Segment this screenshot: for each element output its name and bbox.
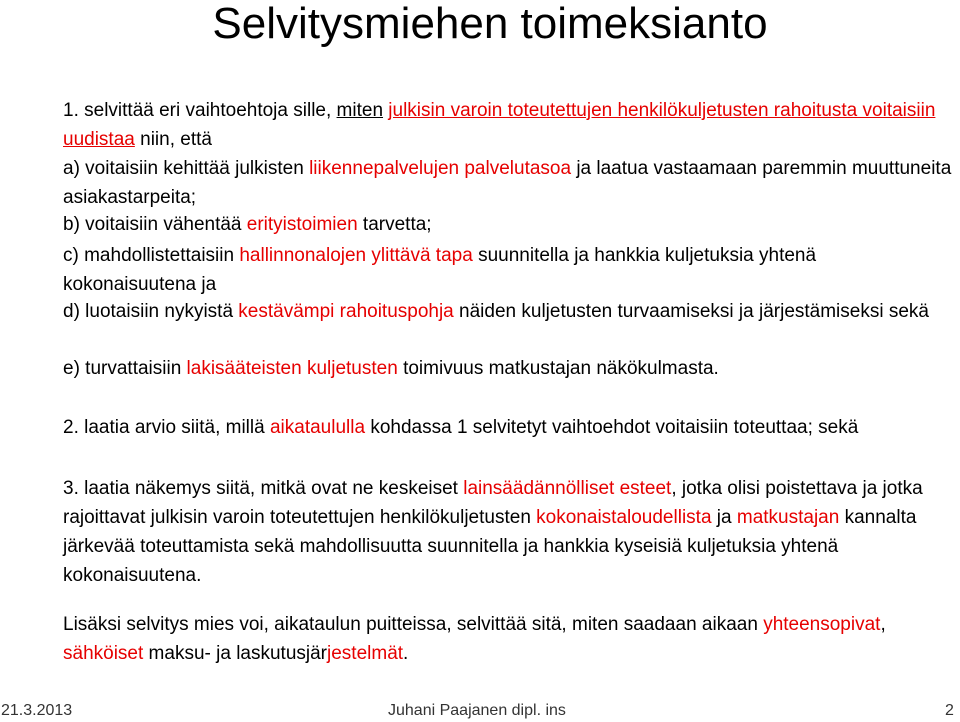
item-3-text-mid-1: , jotka olisi poistettava ja jotka rajoittavat julkisin varoin toteutettujen henkilökuljetusten [63,478,923,528]
item-b [63,210,953,239]
item-a-text: a) voitaisiin kehittää julkisten [63,158,310,179]
extra-text: Lisäksi selvitys mies voi, aikataulun puitteissa, selvittää sitä, miten saadaan aikaan [63,614,764,635]
extra-text-mid-1: , [880,614,886,635]
item-3-text-end: kannalta järkevää toteuttamista sekä mahdollisuutta suunnitella ja hankkia kyseisiä kuljetuksia yhtenä kokonaisuutena. [63,507,917,586]
item-c [63,241,953,299]
footer-date: 21.3.2013 [1,702,73,719]
item-c-text-end: suunnitella ja hankkia kuljetuksia yhtenä kokonaisuutena ja [63,245,817,295]
item-c-highlight: hallinnonalojen ylittävä tapa [239,245,473,266]
extra-highlight-3: jestelmät [327,643,404,664]
item-e [63,354,953,383]
item-2-text-end: kohdassa 1 selvitetyt vaihtoehdot voitaisiin toteuttaa; sekä [365,417,859,438]
item-3-highlight-1: lainsäädännölliset esteet [463,478,672,499]
extra-note [63,610,953,668]
extra-text-end: . [403,643,409,664]
item-a-text-end: ja laatua vastaamaan paremmin muuttuneita asiakastarpeita; [63,158,952,208]
item-2-text: 2. laatia arvio siitä, millä [63,417,270,438]
extra-text-mid-2: maksu- ja laskutusjär [143,643,328,664]
item-d-highlight: kestävämpi rahoituspohja [238,301,454,322]
footer-page-number: 2 [945,702,954,719]
item-a [63,154,953,212]
item-c-text: c) mahdollistettaisiin [63,245,240,266]
item-e-text-end: toimivuus matkustajan näkökulmasta. [397,358,719,379]
item-1-highlight: julkisin varoin toteutettujen henkilökuljetusten rahoitusta voitaisiin uudistaa [63,100,936,150]
item-2-highlight: aikataululla [269,417,366,438]
item-e-text: e) turvattaisiin [63,358,187,379]
item-1-text-end: niin, että [134,129,212,150]
item-3-highlight-2: kokonaistaloudellista [536,507,712,528]
item-3-highlight-3: matkustajan [736,507,840,528]
item-d-text-end: näiden kuljetusten turvaamiseksi ja järjestämiseksi sekä [453,301,929,322]
item-e-highlight: lakisääteisten kuljetusten [186,358,398,379]
item-a-highlight: liikennepalvelujen palvelutasoa [309,158,572,179]
item-b-text-end: tarvetta; [357,214,432,235]
item-3-text-mid-2: ja [711,507,737,528]
item-3 [63,474,953,590]
item-3-text: 3. laatia näkemys siitä, mitkä ovat ne keskeiset [63,478,464,499]
extra-highlight-1: yhteensopivat [763,614,881,635]
item-1 [63,96,953,154]
item-b-text: b) voitaisiin vähentää [63,214,247,235]
item-b-highlight: erityistoimien [246,214,358,235]
item-1-underlined: miten [336,100,384,121]
footer-author: Juhani Paajanen dipl. ins [388,702,566,719]
item-1-text: 1. selvittää eri vaihtoehtoja sille, [63,100,337,121]
extra-highlight-2: sähköiset [63,643,144,664]
item-d-text: d) luotaisiin nykyistä [63,301,239,322]
page-title: Selvitysmiehen toimeksianto [212,0,768,48]
item-d [63,297,953,326]
item-2 [63,413,953,442]
